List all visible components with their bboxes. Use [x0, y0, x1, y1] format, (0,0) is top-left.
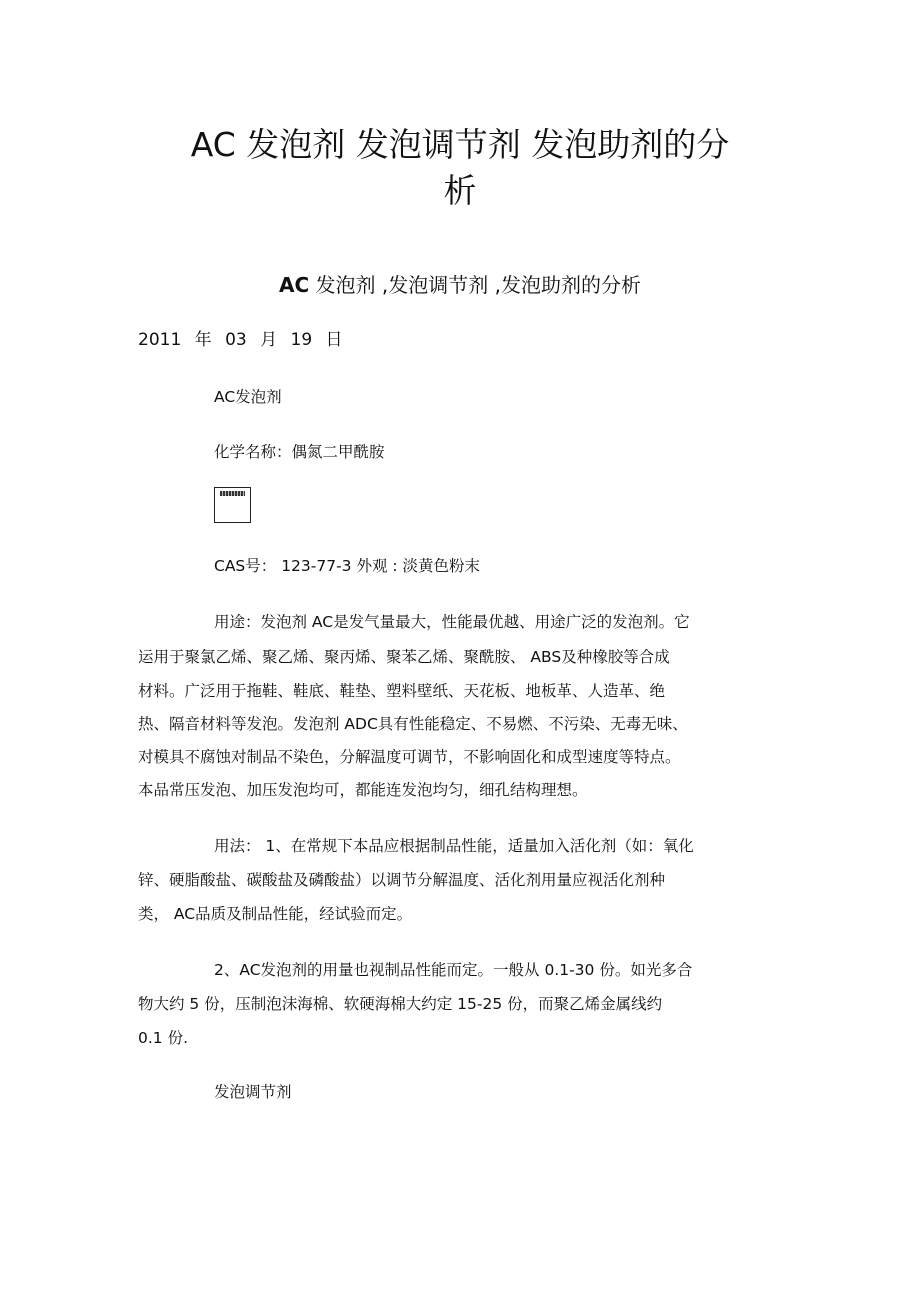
section-heading-ac: AC发泡剂 — [214, 388, 282, 406]
subtitle-bold-prefix: AC — [279, 273, 310, 297]
document-date: 2011 年 03 月 19 日 — [138, 330, 343, 350]
structure-image-placeholder — [220, 491, 245, 496]
structure-image — [214, 487, 251, 523]
document-title-line-2: 析 — [443, 171, 477, 210]
usage-line: 用途：发泡剂 AC是发气量最大，性能最优越、用途广泛的发泡剂。它 — [214, 613, 690, 631]
usage-line: 本品常压发泡、加压发泡均可，都能连发泡均匀，细孔结构理想。 — [138, 781, 588, 799]
usage-line: 热、隔音材料等发泡。发泡剂 ADC具有性能稳定、不易燃、不污染、无毒无味、 — [138, 715, 688, 733]
chemical-name: 化学名称：偶氮二甲酰胺 — [214, 443, 385, 461]
section-heading-regulator: 发泡调节剂 — [214, 1083, 292, 1101]
dosage-line: 0.1 份. — [138, 1029, 189, 1047]
method-line: 用法： 1、在常规下本品应根据制品性能，适量加入活化剂（如：氧化 — [214, 837, 694, 855]
document-subtitle — [0, 270, 920, 300]
dosage-line: 2、AC发泡剂的用量也视制品性能而定。一般从 0.1-30 份。如光多合 — [214, 961, 693, 979]
cas-number: CAS号： 123-77-3 外观 : 淡黄色粉末 — [214, 557, 481, 575]
method-line: 类， AC品质及制品性能，经试验而定。 — [138, 905, 413, 923]
subtitle-text: 发泡剂 ,发泡调节剂 ,发泡助剂的分析 — [309, 273, 641, 297]
usage-line: 对模具不腐蚀对制品不染色，分解温度可调节，不影响固化和成型速度等特点。 — [138, 748, 681, 766]
dosage-line: 物大约 5 份，压制泡沫海棉、软硬海棉大约定 15-25 份，而聚乙烯金属线约 — [138, 995, 663, 1013]
document-title-line-1: AC 发泡剂 发泡调节剂 发泡助剂的分 — [190, 125, 730, 164]
usage-line: 运用于聚氯乙烯、聚乙烯、聚丙烯、聚苯乙烯、聚酰胺、 ABS及种橡胶等合成 — [138, 648, 670, 666]
usage-line: 材料。广泛用于拖鞋、鞋底、鞋垫、塑料壁纸、天花板、地板革、人造革、绝 — [138, 682, 666, 700]
method-line: 锌、硬脂酸盐、碳酸盐及磷酸盐）以调节分解温度、活化剂用量应视活化剂种 — [138, 871, 666, 889]
